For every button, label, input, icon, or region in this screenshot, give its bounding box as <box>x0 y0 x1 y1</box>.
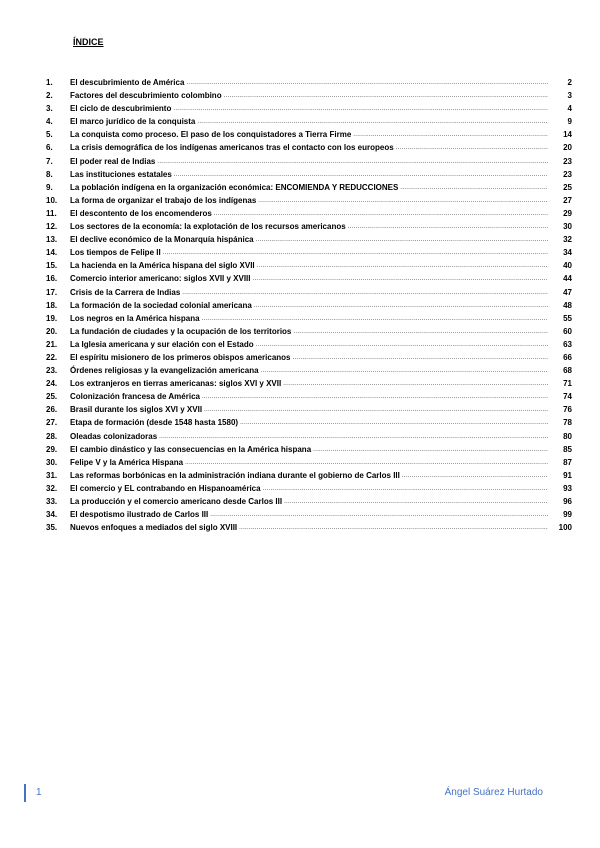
toc-dot-leader <box>353 129 548 142</box>
toc-entry-title[interactable]: La conquista como proceso. El paso de los conquistadores a Tierra Firme <box>70 130 352 140</box>
toc-entry-page: 44 <box>563 274 572 284</box>
toc-entry[interactable] <box>46 155 572 168</box>
toc-entry[interactable] <box>46 482 572 495</box>
toc-entry[interactable] <box>46 115 572 128</box>
toc-dot-leader <box>254 300 548 313</box>
toc-entry-page: 25 <box>563 182 572 192</box>
toc-dot-leader <box>157 156 548 169</box>
toc-entry-number: 22. <box>46 352 58 362</box>
toc-entry-number: 21. <box>46 339 58 349</box>
toc-entry-title[interactable]: Comercio interior americano: siglos XVII y XVIII <box>70 274 251 284</box>
toc-entry[interactable] <box>46 469 572 482</box>
toc-entry-title[interactable]: El despotismo ilustrado de Carlos III <box>70 510 209 520</box>
toc-entry-title[interactable]: Los sectores de la economía: la explotación de los recursos americanos <box>70 222 346 232</box>
toc-entry[interactable] <box>46 508 572 521</box>
toc-entry-title[interactable]: Nuevos enfoques a mediados del siglo XVIII <box>70 523 238 533</box>
toc-entry[interactable] <box>46 141 572 154</box>
toc-dot-leader <box>159 431 548 444</box>
toc-entry[interactable] <box>46 416 572 429</box>
footer-author: Ángel Suárez Hurtado <box>444 787 543 798</box>
toc-entry-page: 23 <box>563 156 572 166</box>
toc-entry-page: 20 <box>563 143 572 153</box>
toc-entry-page: 3 <box>567 91 572 101</box>
toc-entry-title[interactable]: El declive económico de la Monarquía hispánica <box>70 235 254 245</box>
toc-entry-number: 19. <box>46 313 58 323</box>
toc-entry-number: 31. <box>46 470 58 480</box>
toc-entry-title[interactable]: Los tiempos de Felipe II <box>70 248 161 258</box>
toc-entry[interactable] <box>46 272 572 285</box>
toc-entry-number: 32. <box>46 483 58 493</box>
toc-entry-title[interactable]: La fundación de ciudades y la ocupación de los territorios <box>70 326 292 336</box>
toc-entry-page: 29 <box>563 208 572 218</box>
toc-entry-page: 30 <box>563 222 572 232</box>
toc-entry-title[interactable]: Etapa de formación (desde 1548 hasta 1580) <box>70 418 239 428</box>
toc-entry-title[interactable]: Oleadas colonizadoras <box>70 431 158 441</box>
toc-dot-leader <box>202 313 548 326</box>
toc-entry-page: 40 <box>563 261 572 271</box>
toc-entry-number: 17. <box>46 287 58 297</box>
toc-entry[interactable] <box>46 181 572 194</box>
toc-entry[interactable] <box>46 194 572 207</box>
toc-entry-title[interactable]: Los negros en la América hispana <box>70 313 200 323</box>
toc-entry-number: 3. <box>46 104 53 114</box>
toc-dot-leader <box>197 116 548 129</box>
toc-entry-title[interactable]: Crisis de la Carrera de Indias <box>70 287 181 297</box>
toc-dot-leader <box>174 169 548 182</box>
toc-entry-number: 29. <box>46 444 58 454</box>
toc-entry-title[interactable]: La Iglesia americana y sur elación con el Estado <box>70 339 254 349</box>
toc-entry-number: 9. <box>46 182 53 192</box>
toc-entry-page: 48 <box>563 300 572 310</box>
toc-entry-page: 85 <box>563 444 572 454</box>
toc-entry[interactable] <box>46 443 572 456</box>
toc-dot-leader <box>256 339 548 352</box>
toc-entry-title[interactable]: Colonización francesa de América <box>70 392 200 402</box>
toc-entry-page: 14 <box>563 130 572 140</box>
toc-entry-title[interactable]: Factores del descubrimiento colombino <box>70 91 222 101</box>
toc-entry-page: 99 <box>563 510 572 520</box>
toc-entry-number: 20. <box>46 326 58 336</box>
toc-entry-number: 25. <box>46 392 58 402</box>
toc-dot-leader <box>293 352 548 365</box>
toc-entry-number: 23. <box>46 366 58 376</box>
toc-dot-leader <box>185 457 548 470</box>
toc-entry-page: 23 <box>563 169 572 179</box>
toc-entry-page: 47 <box>563 287 572 297</box>
toc-entry-title[interactable]: El ciclo de descubrimiento <box>70 104 172 114</box>
toc-entry-page: 32 <box>563 235 572 245</box>
toc-entry[interactable] <box>46 403 572 416</box>
toc-entry-number: 1. <box>46 78 53 87</box>
toc-dot-leader <box>253 273 549 286</box>
toc-entry-page: 100 <box>558 523 572 533</box>
toc-entry-page: 63 <box>563 339 572 349</box>
toc-dot-leader <box>163 247 548 260</box>
toc-dot-leader <box>173 103 548 116</box>
toc-entry[interactable] <box>46 207 572 220</box>
toc-entry[interactable] <box>46 495 572 508</box>
toc-dot-leader <box>224 90 548 103</box>
toc-entry[interactable] <box>46 233 572 246</box>
toc-entry-page: 93 <box>563 483 572 493</box>
toc-entry-title[interactable]: El cambio dinástico y las consecuencias en la América hispana <box>70 444 312 454</box>
toc-entry-number: 2. <box>46 91 53 101</box>
toc-entry-title[interactable]: El descubrimiento de América <box>70 78 185 87</box>
toc-dot-leader <box>204 404 548 417</box>
table-of-contents <box>46 76 572 534</box>
toc-entry-number: 14. <box>46 248 58 258</box>
toc-entry[interactable] <box>46 128 572 141</box>
toc-entry-number: 18. <box>46 300 58 310</box>
toc-entry[interactable] <box>46 286 572 299</box>
page-title: ÍNDICE <box>73 37 104 47</box>
toc-dot-leader <box>186 77 548 90</box>
toc-entry-title[interactable]: Las instituciones estatales <box>70 169 172 179</box>
toc-entry-title[interactable]: La formación de la sociedad colonial americana <box>70 300 252 310</box>
toc-entry-number: 7. <box>46 156 53 166</box>
toc-entry-title[interactable]: La hacienda en la América hispana del siglo XVII <box>70 261 255 271</box>
toc-entry[interactable] <box>46 430 572 443</box>
toc-dot-leader <box>402 470 548 483</box>
toc-dot-leader <box>261 365 548 378</box>
toc-entry-title[interactable]: La producción y el comercio americano desde Carlos III <box>70 497 283 506</box>
toc-entry[interactable] <box>46 220 572 233</box>
toc-entry[interactable] <box>46 325 572 338</box>
toc-entry-number: 8. <box>46 169 53 179</box>
toc-entry[interactable] <box>46 168 572 181</box>
toc-entry-page: 9 <box>567 117 572 127</box>
toc-entry-title[interactable]: El espíritu misionero de los primeros obispos americanos <box>70 352 291 362</box>
toc-dot-leader <box>400 182 548 195</box>
toc-entry-page: 27 <box>563 195 572 205</box>
toc-entry-title[interactable]: El marco jurídico de la conquista <box>70 117 196 127</box>
toc-entry-page: 87 <box>563 457 572 467</box>
toc-entry-page: 91 <box>563 470 572 480</box>
toc-dot-leader <box>293 326 548 339</box>
toc-entry-number: 13. <box>46 235 58 245</box>
toc-entry-title[interactable]: Felipe V y la América Hispana <box>70 457 184 467</box>
toc-entry[interactable] <box>46 76 572 89</box>
toc-entry[interactable] <box>46 102 572 115</box>
toc-entry[interactable] <box>46 338 572 351</box>
toc-entry-page: 80 <box>563 431 572 441</box>
toc-dot-leader <box>263 483 548 496</box>
toc-entry-number: 27. <box>46 418 58 428</box>
toc-entry-number: 12. <box>46 222 58 232</box>
toc-dot-leader <box>202 391 548 404</box>
toc-entry-number: 5. <box>46 130 53 140</box>
toc-entry[interactable] <box>46 377 572 390</box>
toc-entry-number: 15. <box>46 261 58 271</box>
toc-entry-title[interactable]: Los extranjeros en tierras americanas: siglos XVI y XVII <box>70 379 282 389</box>
toc-dot-leader <box>240 417 548 430</box>
toc-dot-leader <box>257 260 548 273</box>
toc-entry-page: 71 <box>563 379 572 389</box>
footer-accent-bar <box>24 784 26 802</box>
toc-entry-number: 30. <box>46 457 58 467</box>
toc-entry-title[interactable]: La población indígena en la organización económica: ENCOMIENDA Y REDUCCIONES <box>70 182 399 192</box>
toc-entry-number: 24. <box>46 379 58 389</box>
toc-dot-leader <box>256 234 548 247</box>
toc-entry-number: 26. <box>46 405 58 415</box>
toc-entry-number: 35. <box>46 523 58 533</box>
toc-dot-leader <box>258 195 548 208</box>
toc-entry-number: 16. <box>46 274 58 284</box>
toc-entry[interactable] <box>46 312 572 325</box>
toc-entry[interactable] <box>46 521 572 534</box>
toc-entry-number: 11. <box>46 208 57 218</box>
toc-dot-leader <box>182 287 548 300</box>
toc-dot-leader <box>284 496 548 509</box>
toc-entry-title[interactable]: El descontento de los encomenderos <box>70 208 212 218</box>
toc-entry-number: 33. <box>46 497 58 506</box>
toc-entry[interactable] <box>46 259 572 272</box>
toc-entry[interactable] <box>46 456 572 469</box>
toc-entry-number: 10. <box>46 195 58 205</box>
toc-entry-page: 34 <box>563 248 572 258</box>
toc-dot-leader <box>239 522 548 535</box>
toc-entry-page: 55 <box>563 313 572 323</box>
toc-entry-page: 66 <box>563 352 572 362</box>
toc-entry-page: 74 <box>563 392 572 402</box>
toc-entry-page: 78 <box>563 418 572 428</box>
toc-dot-leader <box>396 142 548 155</box>
toc-entry-page: 4 <box>567 104 572 114</box>
toc-entry[interactable] <box>46 299 572 312</box>
toc-dot-leader <box>210 509 548 522</box>
toc-entry-number: 4. <box>46 117 53 127</box>
toc-entry[interactable] <box>46 246 572 259</box>
toc-entry-title[interactable]: La forma de organizar el trabajo de los indígenas <box>70 195 257 205</box>
toc-entry[interactable] <box>46 390 572 403</box>
toc-entry-title[interactable]: El poder real de Indias <box>70 156 156 166</box>
toc-entry-page: 68 <box>563 366 572 376</box>
toc-entry[interactable] <box>46 351 572 364</box>
toc-dot-leader <box>313 444 548 457</box>
toc-entry-number: 34. <box>46 510 58 520</box>
toc-entry-title[interactable]: Órdenes religiosas y la evangelización americana <box>70 366 259 376</box>
toc-dot-leader <box>348 221 548 234</box>
toc-entry-title[interactable]: El comercio y EL contrabando en Hispanoamérica <box>70 483 261 493</box>
toc-entry-page: 96 <box>563 497 572 506</box>
toc-dot-leader <box>283 378 548 391</box>
toc-entry[interactable] <box>46 364 572 377</box>
toc-entry-page: 2 <box>567 78 572 87</box>
footer-page-number: 1 <box>36 787 42 798</box>
toc-entry-number: 28. <box>46 431 58 441</box>
toc-entry-title[interactable]: La crisis demográfica de los indígenas americanos tras el contacto con los europeos <box>70 143 394 153</box>
toc-entry-page: 76 <box>563 405 572 415</box>
toc-dot-leader <box>214 208 548 221</box>
toc-entry-title[interactable]: Las reformas borbónicas en la administración indiana durante el gobierno de Carlos III <box>70 470 400 480</box>
toc-entry-page: 60 <box>563 326 572 336</box>
toc-entry[interactable] <box>46 89 572 102</box>
toc-entry-number: 6. <box>46 143 53 153</box>
toc-entry-title[interactable]: Brasil durante los siglos XVI y XVII <box>70 405 203 415</box>
